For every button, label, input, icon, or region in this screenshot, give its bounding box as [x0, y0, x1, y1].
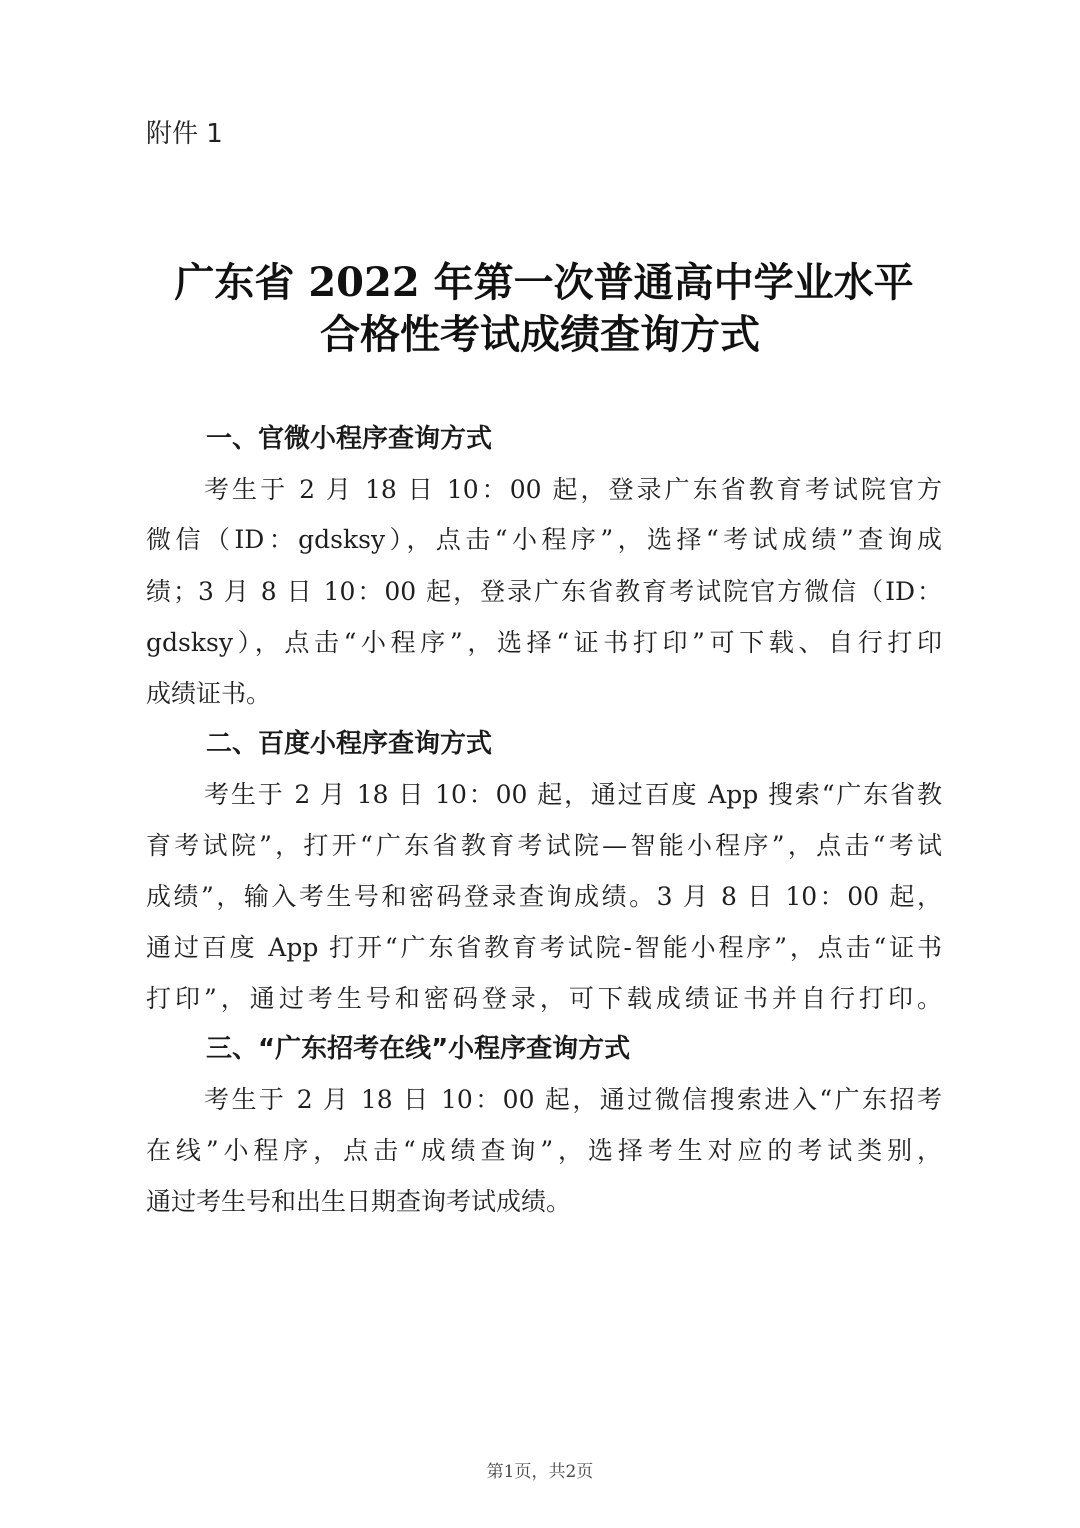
section-1-line-1: 考生于 2 月 18 日 10：00 起，登录广东省教育考试院官方 [204, 475, 942, 504]
section-2-heading: 二、百度小程序查询方式 [206, 729, 493, 759]
page-indicator: 第1页，共2页 [486, 1462, 594, 1482]
section-2-line-2: 育考试院”，打开“广东省教育考试院—智能小程序”，点击“考试 [146, 831, 942, 860]
attachment-label: 附件 1 [146, 119, 223, 149]
section-2-line-5: 打印”，通过考生号和密码登录，可下载成绩证书并自行打印。 [146, 984, 942, 1013]
section-3-line-3: 通过考生号和出生日期查询考试成绩。 [146, 1187, 572, 1216]
section-3-heading: 三、“广东招考在线”小程序查询方式 [206, 1034, 631, 1064]
section-1-line-4: gdsksy），点击“小程序”，选择“证书打印”可下载、自行打印 [146, 628, 942, 657]
section-3-line-2: 在线”小程序，点击“成绩查询”，选择考生对应的考试类别， [146, 1136, 942, 1165]
section-1-line-5: 成绩证书。 [146, 679, 272, 708]
section-2-line-1: 考生于 2 月 18 日 10：00 起，通过百度 App 搜索“广东省教 [204, 780, 942, 809]
document-title-line-2: 合格性考试成绩查询方式 [320, 311, 760, 358]
document-title-line-1: 广东省 2022 年第一次普通高中学业水平 [174, 259, 914, 306]
section-2-line-3: 成绩”，输入考生号和密码登录查询成绩。3 月 8 日 10：00 起， [146, 882, 942, 911]
section-1-heading: 一、官微小程序查询方式 [206, 424, 493, 454]
section-3-line-1: 考生于 2 月 18 日 10：00 起，通过微信搜索进入“广东招考 [204, 1085, 942, 1114]
section-1-line-3: 绩；3 月 8 日 10：00 起，登录广东省教育考试院官方微信（ID： [146, 577, 942, 606]
section-2-line-4: 通过百度 App 打开“广东省教育考试院-智能小程序”，点击“证书 [146, 933, 942, 962]
section-1-line-2: 微信（ID：gdsksy），点击“小程序”，选择“考试成绩”查询成 [146, 525, 942, 554]
